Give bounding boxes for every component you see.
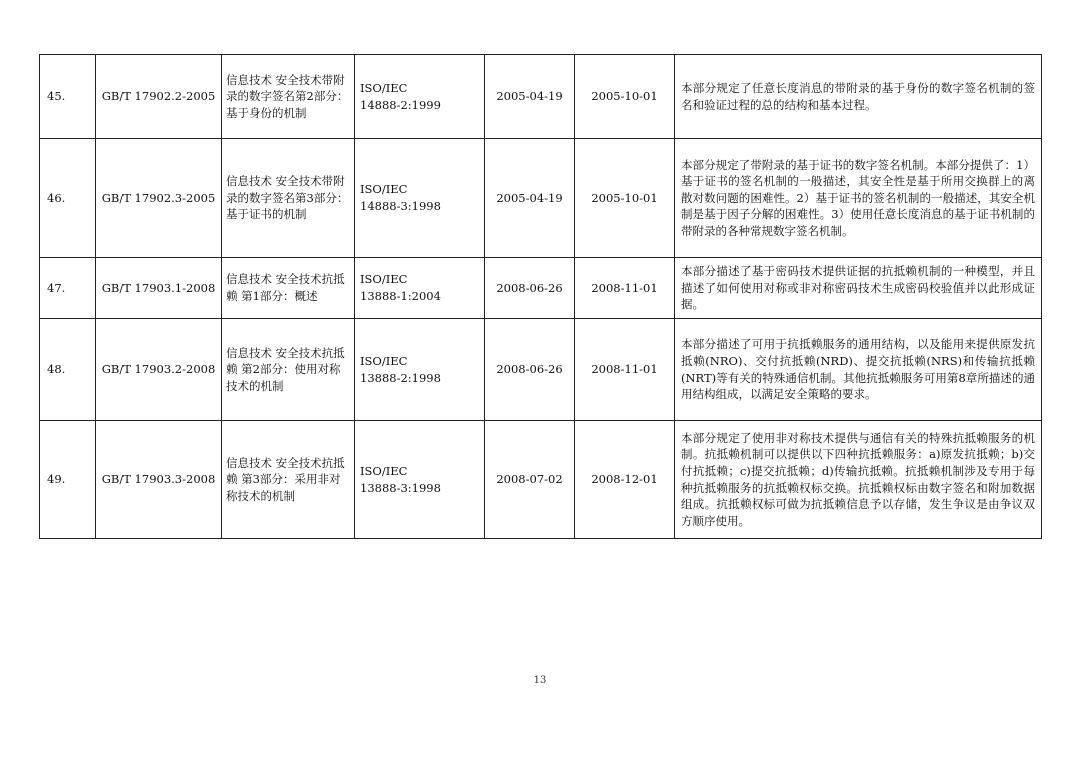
iso-line-2: 14888-2:1999: [360, 97, 441, 112]
iso-line-2: 14888-3:1998: [360, 199, 441, 213]
standard-code: GB/T 17903.1-2008: [96, 258, 222, 319]
standard-code: GB/T 17902.2-2005: [96, 55, 222, 139]
publish-date: 2008-07-02: [485, 421, 575, 539]
description: 本部分规定了使用非对称技术提供与通信有关的特殊抗抵赖服务的机制。抗抵赖机制可以提供以下四种抗抵赖服务：a)原发抗抵赖；b)交付抗抵赖；c)提交抗抵赖；d)传输抗抵赖。抗抵赖机制涉及专用于每种抗抵赖服务的抗抵赖权标交换。抗抵赖权标由数字签名和附加数据组成。抗抵赖权标可做为抗抵赖信息予以存储，发生争议是由争议双方顺序使用。: [675, 421, 1042, 539]
iso-line-2: 13888-3:1998: [360, 480, 441, 495]
iso-line-1: ISO/IEC: [360, 353, 408, 368]
standard-code: GB/T 17903.2-2008: [96, 319, 222, 421]
iso-reference: [355, 319, 485, 421]
iso-line-1: ISO/IEC: [360, 463, 408, 478]
iso-reference: [355, 258, 485, 319]
page-number: 13: [533, 675, 547, 686]
iso-line-2: 13888-1:2004: [360, 289, 441, 303]
standards-table: [39, 54, 1042, 539]
iso-line-2: 13888-2:1998: [360, 370, 441, 385]
description: 本部分描述了基于密码技术提供证据的抗抵赖机制的一种模型，并且描述了如何使用对称或非对称密码技术生成密码校验值并以此形成证据。: [675, 258, 1042, 319]
publish-date: 2008-06-26: [485, 319, 575, 421]
publish-date: 2008-06-26: [485, 258, 575, 319]
iso-line-1: ISO/IEC: [360, 182, 408, 197]
standard-name: 信息技术 安全技术带附录的数字签名第2部分：基于身份的机制: [222, 55, 355, 139]
effective-date: 2008-11-01: [575, 258, 675, 319]
table-row: [40, 55, 1042, 139]
effective-date: 2005-10-01: [575, 55, 675, 139]
row-number: 45.: [40, 55, 96, 139]
iso-line-1: ISO/IEC: [360, 272, 408, 287]
standard-name: 信息技术 安全技术带附录的数字签名第3部分：基于证书的机制: [222, 139, 355, 258]
publish-date: 2005-04-19: [485, 139, 575, 258]
effective-date: 2008-12-01: [575, 421, 675, 539]
effective-date: 2008-11-01: [575, 319, 675, 421]
row-number: 46.: [40, 139, 96, 258]
iso-reference: [355, 139, 485, 258]
iso-line-1: ISO/IEC: [360, 80, 408, 95]
description: 本部分规定了任意长度消息的带附录的基于身份的数字签名机制的签名和验证过程的总的结构和基本过程。: [675, 55, 1042, 139]
effective-date: 2005-10-01: [575, 139, 675, 258]
row-number: 49.: [40, 421, 96, 539]
standard-name: 信息技术 安全技术抗抵赖 第1部分：概述: [222, 258, 355, 319]
table-row: [40, 139, 1042, 258]
iso-reference: [355, 55, 485, 139]
standard-name: 信息技术 安全技术抗抵赖 第3部分：采用非对称技术的机制: [222, 421, 355, 539]
standard-code: GB/T 17903.3-2008: [96, 421, 222, 539]
iso-reference: [355, 421, 485, 539]
description: 本部分描述了可用于抗抵赖服务的通用结构，以及能用来提供原发抗抵赖(NRO)、交付抗抵赖(NRD)、提交抗抵赖(NRS)和传输抗抵赖(NRT)等有关的特殊通信机制。其他抗抵赖服务可用第8章所描述的通用结构组成，以满足安全策略的要求。: [675, 319, 1042, 421]
standard-code: GB/T 17902.3-2005: [96, 139, 222, 258]
table-row: [40, 319, 1042, 421]
table-row: [40, 258, 1042, 319]
description: 本部分规定了带附录的基于证书的数字签名机制。本部分提供了：1）基于证书的签名机制的一般描述，其安全性是基于所用交换群上的离散对数问题的困难性。2）基于证书的签名机制的一般描述，其安全机制是基于因子分解的困难性。3）使用任意长度消息的基于证书机制的带附录的各种常规数字签名机制。: [675, 139, 1042, 258]
row-number: 48.: [40, 319, 96, 421]
table-row: [40, 421, 1042, 539]
row-number: 47.: [40, 258, 96, 319]
standard-name: 信息技术 安全技术抗抵赖 第2部分：使用对称技术的机制: [222, 319, 355, 421]
publish-date: 2005-04-19: [485, 55, 575, 139]
